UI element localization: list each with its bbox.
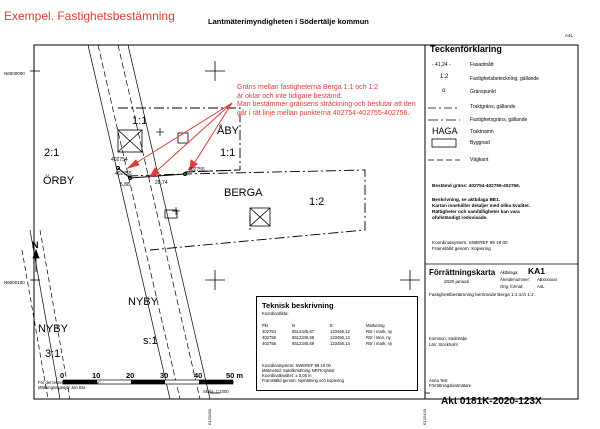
legend-symbol-5: HAGA	[432, 126, 458, 136]
legend-symbol-2: o	[442, 88, 446, 94]
doc-title: Förrättningskarta	[429, 268, 496, 277]
annotation-line-4: går i rät linje mellan punkterna 402754-402755-402756.	[237, 109, 410, 117]
annotation-text	[237, 84, 416, 118]
nyby-left-number: 3:1	[45, 348, 61, 360]
example-title: Exempel. Fastighetsbestämning	[4, 9, 175, 23]
aby-label: ÅBY	[217, 125, 240, 137]
col-pkt: Pkt	[262, 323, 269, 328]
cell-pkt: 402756	[262, 341, 276, 346]
north-label-2: N6500100	[4, 280, 25, 285]
tech-footer-3: Koordinatkvalitet: ± 0,05 m	[262, 373, 312, 378]
case-no-value: ABxxxxxxx	[537, 277, 558, 282]
sheet-size: A4L	[565, 33, 574, 38]
legend-note-3: Rättigheter och samfälligheter kan vara	[432, 209, 520, 214]
north-label-1: N6500000	[4, 71, 25, 76]
cell-markering: Rör i sten, ny	[366, 335, 391, 340]
legend-text-2: Gränspunkt	[470, 89, 496, 95]
doc-subject: Fastighetsbestämning berörande Berga 1:1 och 1:2.	[429, 292, 535, 297]
coord-system: Koordinatsystem: SWEREF 99 18 00	[432, 240, 508, 245]
doc-date: 2020 januari	[444, 279, 470, 284]
appendix-value: KA1	[528, 266, 546, 276]
legend-text-7: Vägkant	[470, 157, 489, 163]
berga-label: BERGA	[224, 187, 263, 199]
cell-n: 6512345,67	[292, 329, 315, 334]
dimension-1: 5,88	[120, 182, 130, 188]
cell-e: 123456,14	[330, 341, 350, 346]
legend-note-2: Kartan innehåller detaljer med olika kvalitet.	[432, 203, 530, 208]
berga-number: 1:2	[309, 196, 325, 208]
legend-text-6: Byggnad	[470, 140, 490, 146]
dimension-2: 29,74	[155, 180, 168, 186]
cell-pkt: 402754	[262, 329, 276, 334]
tech-footer-2: Mätmetod: Satellitmätning NRTK-tjänst	[262, 368, 335, 373]
nyby-center-number: s:1	[143, 335, 158, 347]
tech-box	[256, 296, 418, 391]
east-label-2: E120100	[422, 408, 427, 425]
col-e: E	[330, 323, 333, 328]
footer-note	[38, 380, 101, 390]
cell-pkt: 402755	[262, 335, 276, 340]
doc-signer-title: Förrättningslantmätare	[429, 383, 472, 388]
cell-markering: Rör i mark, ny	[366, 329, 393, 334]
tech-footer	[262, 363, 344, 383]
legend-text-0: Fasadmått	[470, 62, 494, 68]
annotation-line-1: Gräns mellan fastigheterna Berga 1:1 och 1:2	[237, 84, 379, 91]
case-no-label: Ärendenummer:	[500, 277, 531, 282]
cell-n: 6512345,69	[292, 341, 315, 346]
cell-e: 123456,12	[330, 329, 350, 334]
orby-label: ÖRBY	[43, 175, 75, 187]
orig-format-value: A4L	[537, 284, 545, 289]
doc-county: Län: Stockholm	[429, 342, 458, 347]
east-label-1: E120000	[207, 408, 212, 425]
footer-note-line-1: För det tekniska innehållet svarar:	[38, 380, 101, 385]
authority-title: Lantmäterimyndigheten i Södertälje kommun	[208, 17, 369, 26]
cell-e: 123456,13	[330, 335, 350, 340]
legend-note-1: Beskrivning, se aktbilaga BE1.	[432, 197, 500, 202]
legend-symbol-1: 1:2	[440, 74, 449, 80]
coord-table	[262, 323, 412, 347]
label-402755: 402755	[115, 171, 132, 177]
legend-text-3: Traktgräns, gällande	[470, 104, 516, 110]
col-n: N	[292, 323, 296, 328]
tech-subheading: Koordinatlista:	[262, 311, 289, 316]
aby-right-number: 1:1	[220, 147, 236, 159]
orig-format-label: Orig. format:	[500, 284, 524, 289]
cell-markering: Rör i mark, ny	[366, 341, 393, 346]
scale-text: Skala: 1:1000	[203, 389, 229, 394]
table-row	[262, 341, 412, 347]
act-number: Akt 0181K-2020-123X	[441, 396, 542, 407]
doc-municipality: Kommun: Södertälje	[429, 336, 467, 341]
scale-tick-30: 30	[160, 371, 169, 380]
label-402754: 402754	[111, 157, 128, 163]
annotation-line-3: Man bestämmer gränsens sträckning och beslutar att den	[237, 101, 416, 109]
tech-heading: Teknisk beskrivning	[262, 301, 334, 310]
annotation-line-2: är oklar och inte tidigare bestämd.	[237, 92, 343, 100]
map-plus-markers	[156, 128, 180, 215]
produced-by: Framställd genom: Kopiering	[432, 246, 491, 251]
tech-footer-1: Koordinatsystem: SWEREF 99 18 00	[262, 363, 331, 368]
scale-tick-0: 0	[60, 371, 65, 380]
orby-number: 2:1	[44, 147, 60, 159]
cell-n: 6512345,68	[292, 335, 315, 340]
legend-text-5: Traktnamn	[470, 129, 494, 135]
legend-text-1: Fastighetsbeteckning, gällande	[470, 76, 539, 82]
doc-signer: Anna Test	[429, 378, 448, 383]
legend-note-4: ofullständigt redovisade.	[432, 215, 488, 220]
label-402756: 402756	[188, 167, 205, 173]
footer-note-line-2: Mätningsingenjör Jan Bra	[38, 385, 86, 390]
legend-heading: Teckenförklaring	[430, 44, 502, 54]
decision-text: Bestämd gräns: 402754-402755-402756.	[432, 183, 521, 188]
north-arrow-label: N	[32, 240, 39, 250]
scale-tick-40: 40	[194, 371, 203, 380]
scale-tick-10: 10	[92, 371, 101, 380]
legend-symbol-0: - 41,24 -	[432, 62, 451, 68]
tech-footer-4: Framställd genom: Nymätning och kopiering	[262, 378, 344, 383]
scale-tick-50: 50 m	[226, 371, 244, 380]
appendix-label: Aktbilaga:	[500, 270, 519, 275]
nyby-left-label: NYBY	[38, 323, 68, 335]
legend-text-4: Fastighetsgräns, gällande	[470, 117, 528, 123]
scale-tick-20: 20	[126, 371, 135, 380]
col-markering: Markering	[366, 323, 385, 328]
nyby-center-label: NYBY	[128, 296, 158, 308]
aby-top-number: 1:1	[132, 115, 148, 127]
legend-notes	[432, 197, 530, 221]
